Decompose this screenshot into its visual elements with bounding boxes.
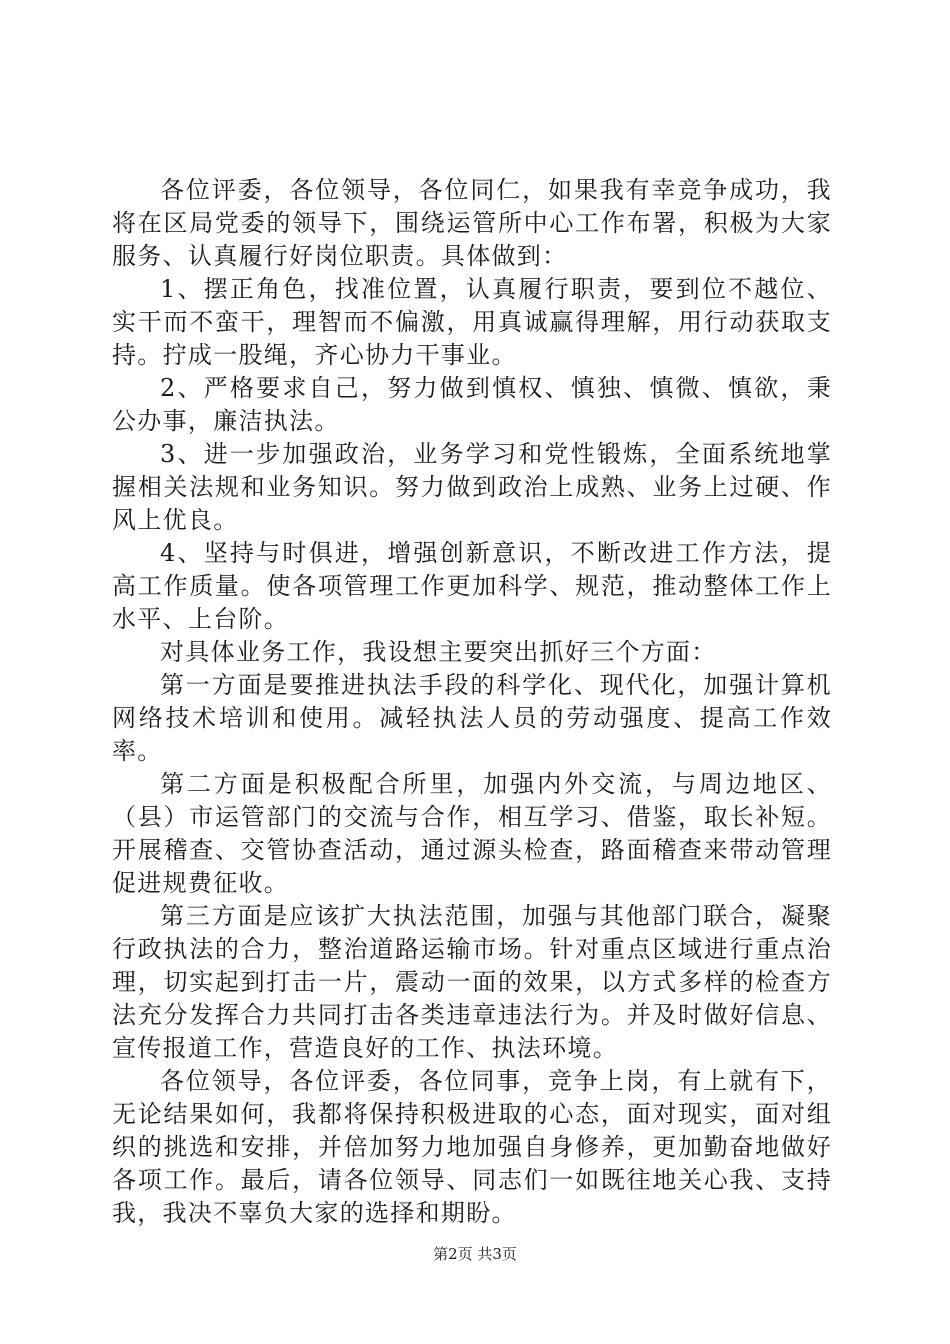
paragraph-aspect-3: 第三方面是应该扩大执法范围，加强与其他部门联合，凝聚行政执法的合力，整治道路运输市场。针对重点区域进行重点治理，切实起到打击一片，震动一面的效果，以方式多样的检查方法充分发挥合力共同打击各类违章违法行为。并及时做好信息、宣传报道工作，营造良好的工作、执法环境。: [112, 902, 832, 1062]
paragraph-item-2: 2、严格要求自己，努力做到慎权、慎独、慎微、慎欲，秉公办事，廉洁执法。: [112, 374, 832, 435]
page-footer: 第2页 共3页: [433, 1245, 517, 1263]
paragraph-aspect-1: 第一方面是要推进执法手段的科学化、现代化，加强计算机网络技术培训和使用。减轻执法人员的劳动强度、提高工作效率。: [112, 671, 832, 765]
paragraph-aspect-2: 第二方面是积极配合所里，加强内外交流，与周边地区、（县）市运管部门的交流与合作，相互学习、借鉴，取长补短。开展稽查、交管协查活动，通过源头检查，路面稽查来带动管理促进规费征收。: [112, 770, 832, 897]
paragraph-closing: 各位领导，各位评委，各位同事，竞争上岗，有上就有下，无论结果如何，我都将保持积极进取的心态，面对现实，面对组织的挑选和安排，并倍加努力地加强自身修养，更加勤奋地做好各项工作。最后，请各位领导、同志们一如既往地关心我、支持我，我决不辜负大家的选择和期盼。: [112, 1067, 832, 1227]
paragraph-item-4: 4、坚持与时俱进，增强创新意识，不断改进工作方法，提高工作质量。使各项管理工作更加科学、规范，推动整体工作上水平、上台阶。: [112, 539, 832, 633]
paragraph-intro: 各位评委，各位领导，各位同仁，如果我有幸竞争成功，我将在区局党委的领导下，围绕运管所中心工作布署，积极为大家服务、认真履行好岗位职责。具体做到：: [112, 176, 832, 270]
paragraph-item-1: 1、摆正角色，找准位置，认真履行职责，要到位不越位、实干而不蛮干，理智而不偏激，用真诚赢得理解，用行动获取支持。拧成一股绳，齐心协力干事业。: [112, 275, 832, 369]
document-body: [112, 174, 832, 1230]
paragraph-item-3: 3、进一步加强政治，业务学习和党性锻炼，全面系统地掌握相关法规和业务知识。努力做到政治上成熟、业务上过硬、作风上优良。: [112, 440, 832, 534]
paragraph-business-intro: 对具体业务工作，我设想主要突出抓好三个方面：: [160, 638, 717, 666]
